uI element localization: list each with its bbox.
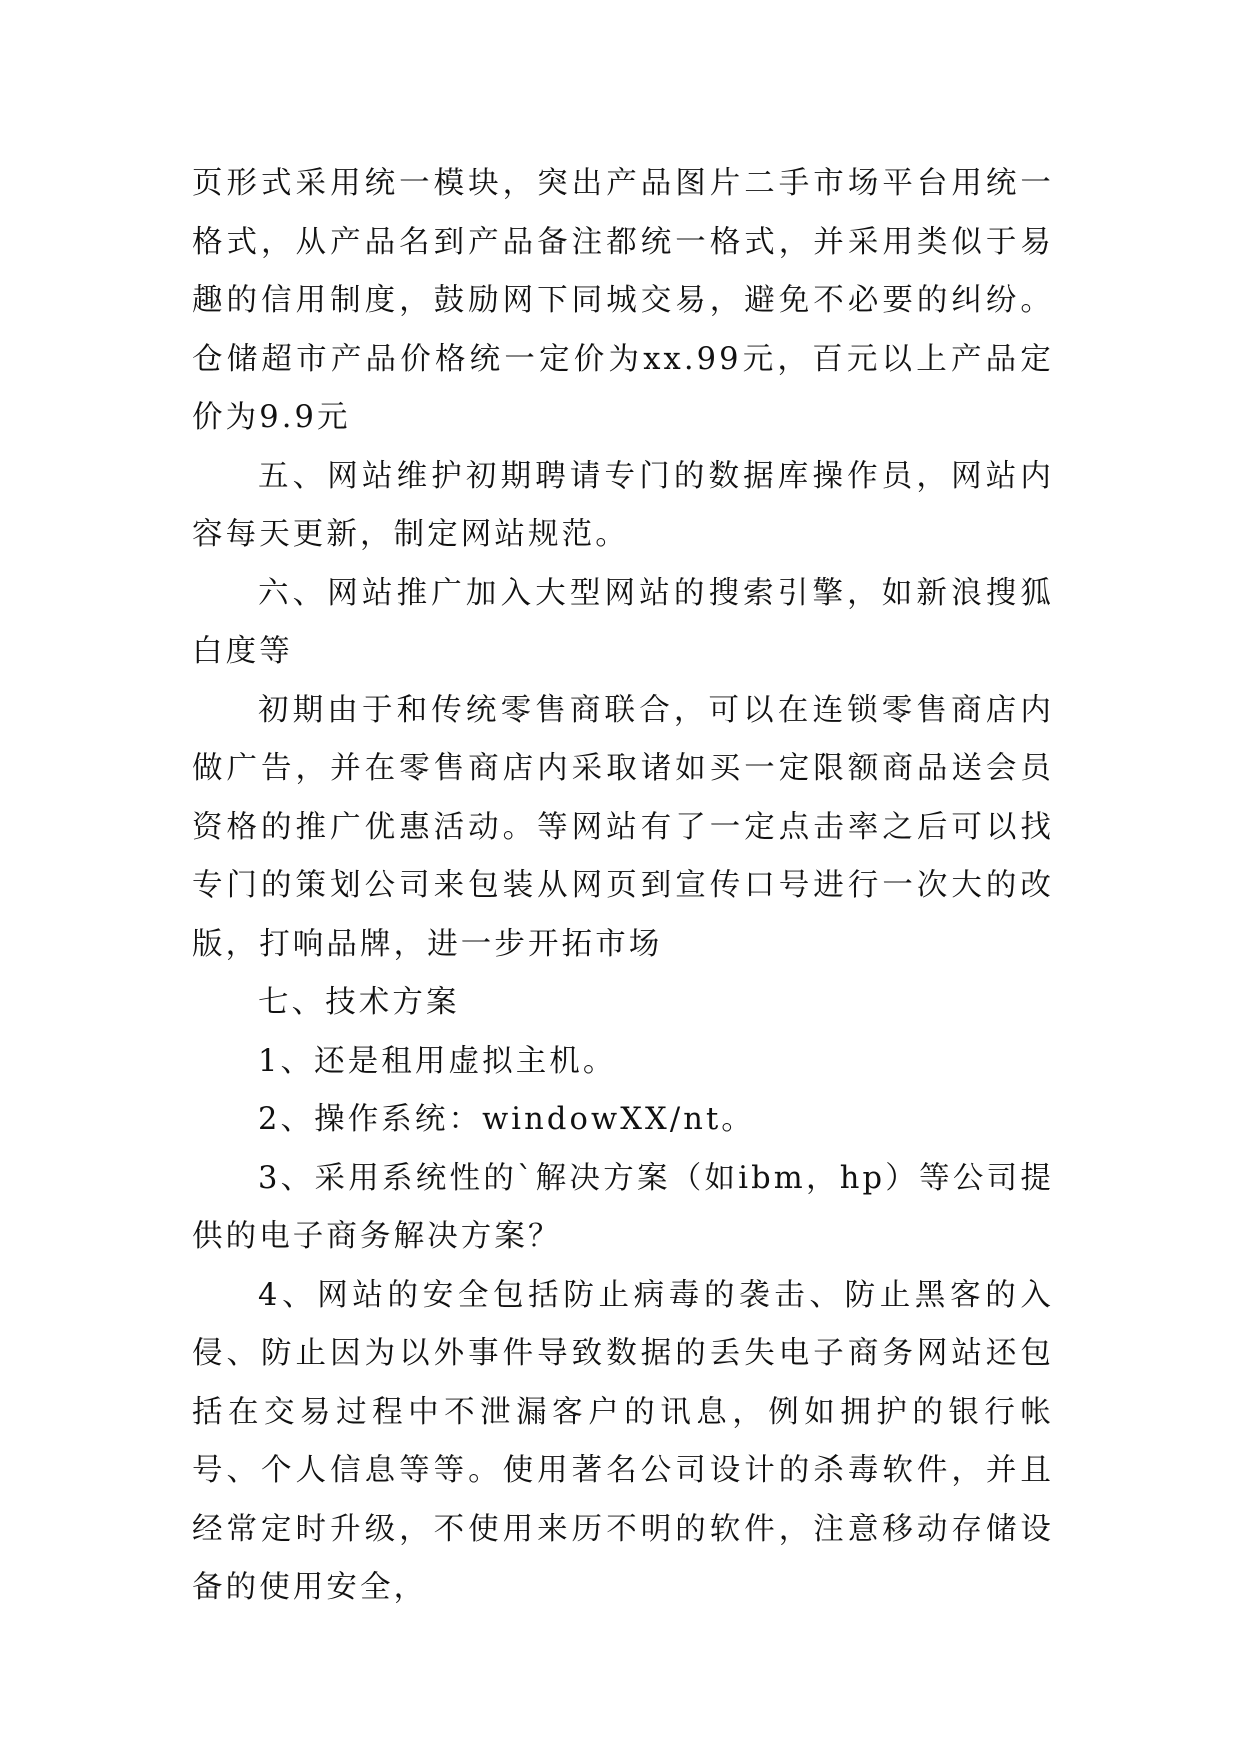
list-item-virtual-host: 1、还是租用虚拟主机。 [258,1043,617,1079]
section-heading-technical-plan: 七、技术方案 [258,985,460,1020]
list-item-website-security: 4、网站的安全包括防止病毒的袭击、防止黑客的入侵、防止因为以外事件导致数据的丢失电子商务网站还包括在交易过程中不泄漏客户的讯息，例如拥护的银行帐号、个人信息等等。使用著名公司设计的杀毒软件，并且经常定时升级，不使用来历不明的软件，注意移动存储设备的使用安全， [192,1277,1054,1605]
list-item-system-solution: 3、采用系统性的`解决方案（如ibm，hp）等公司提供的电子商务解决方案？ [192,1160,1054,1254]
paragraph-site-maintenance: 五、网站维护初期聘请专门的数据库操作员，网站内容每天更新，制定网站规范。 [192,458,1054,552]
document-body [192,155,1054,1618]
paragraph-initial-promotion: 初期由于和传统零售商联合，可以在连锁零售商店内做广告，并在零售商店内采取诸如买一定限额商品送会员资格的推广优惠活动。等网站有了一定点击率之后可以找专门的策划公司来包装从网页到宣传口号进行一次大的改版，打响品牌，进一步开拓市场 [192,692,1054,962]
list-item-operating-system: 2、操作系统：windowXX/nt。 [258,1102,755,1137]
paragraph-product-format: 页形式采用统一模块，突出产品图片二手市场平台用统一格式，从产品名到产品备注都统一格式，并采用类似于易趣的信用制度，鼓励网下同城交易，避免不必要的纠纷。仓储超市产品价格统一定价为xx.99元，百元以上产品定价为9.9元 [192,166,1054,435]
paragraph-site-promotion: 六、网站推广加入大型网站的搜索引擎，如新浪搜狐白度等 [192,575,1054,669]
